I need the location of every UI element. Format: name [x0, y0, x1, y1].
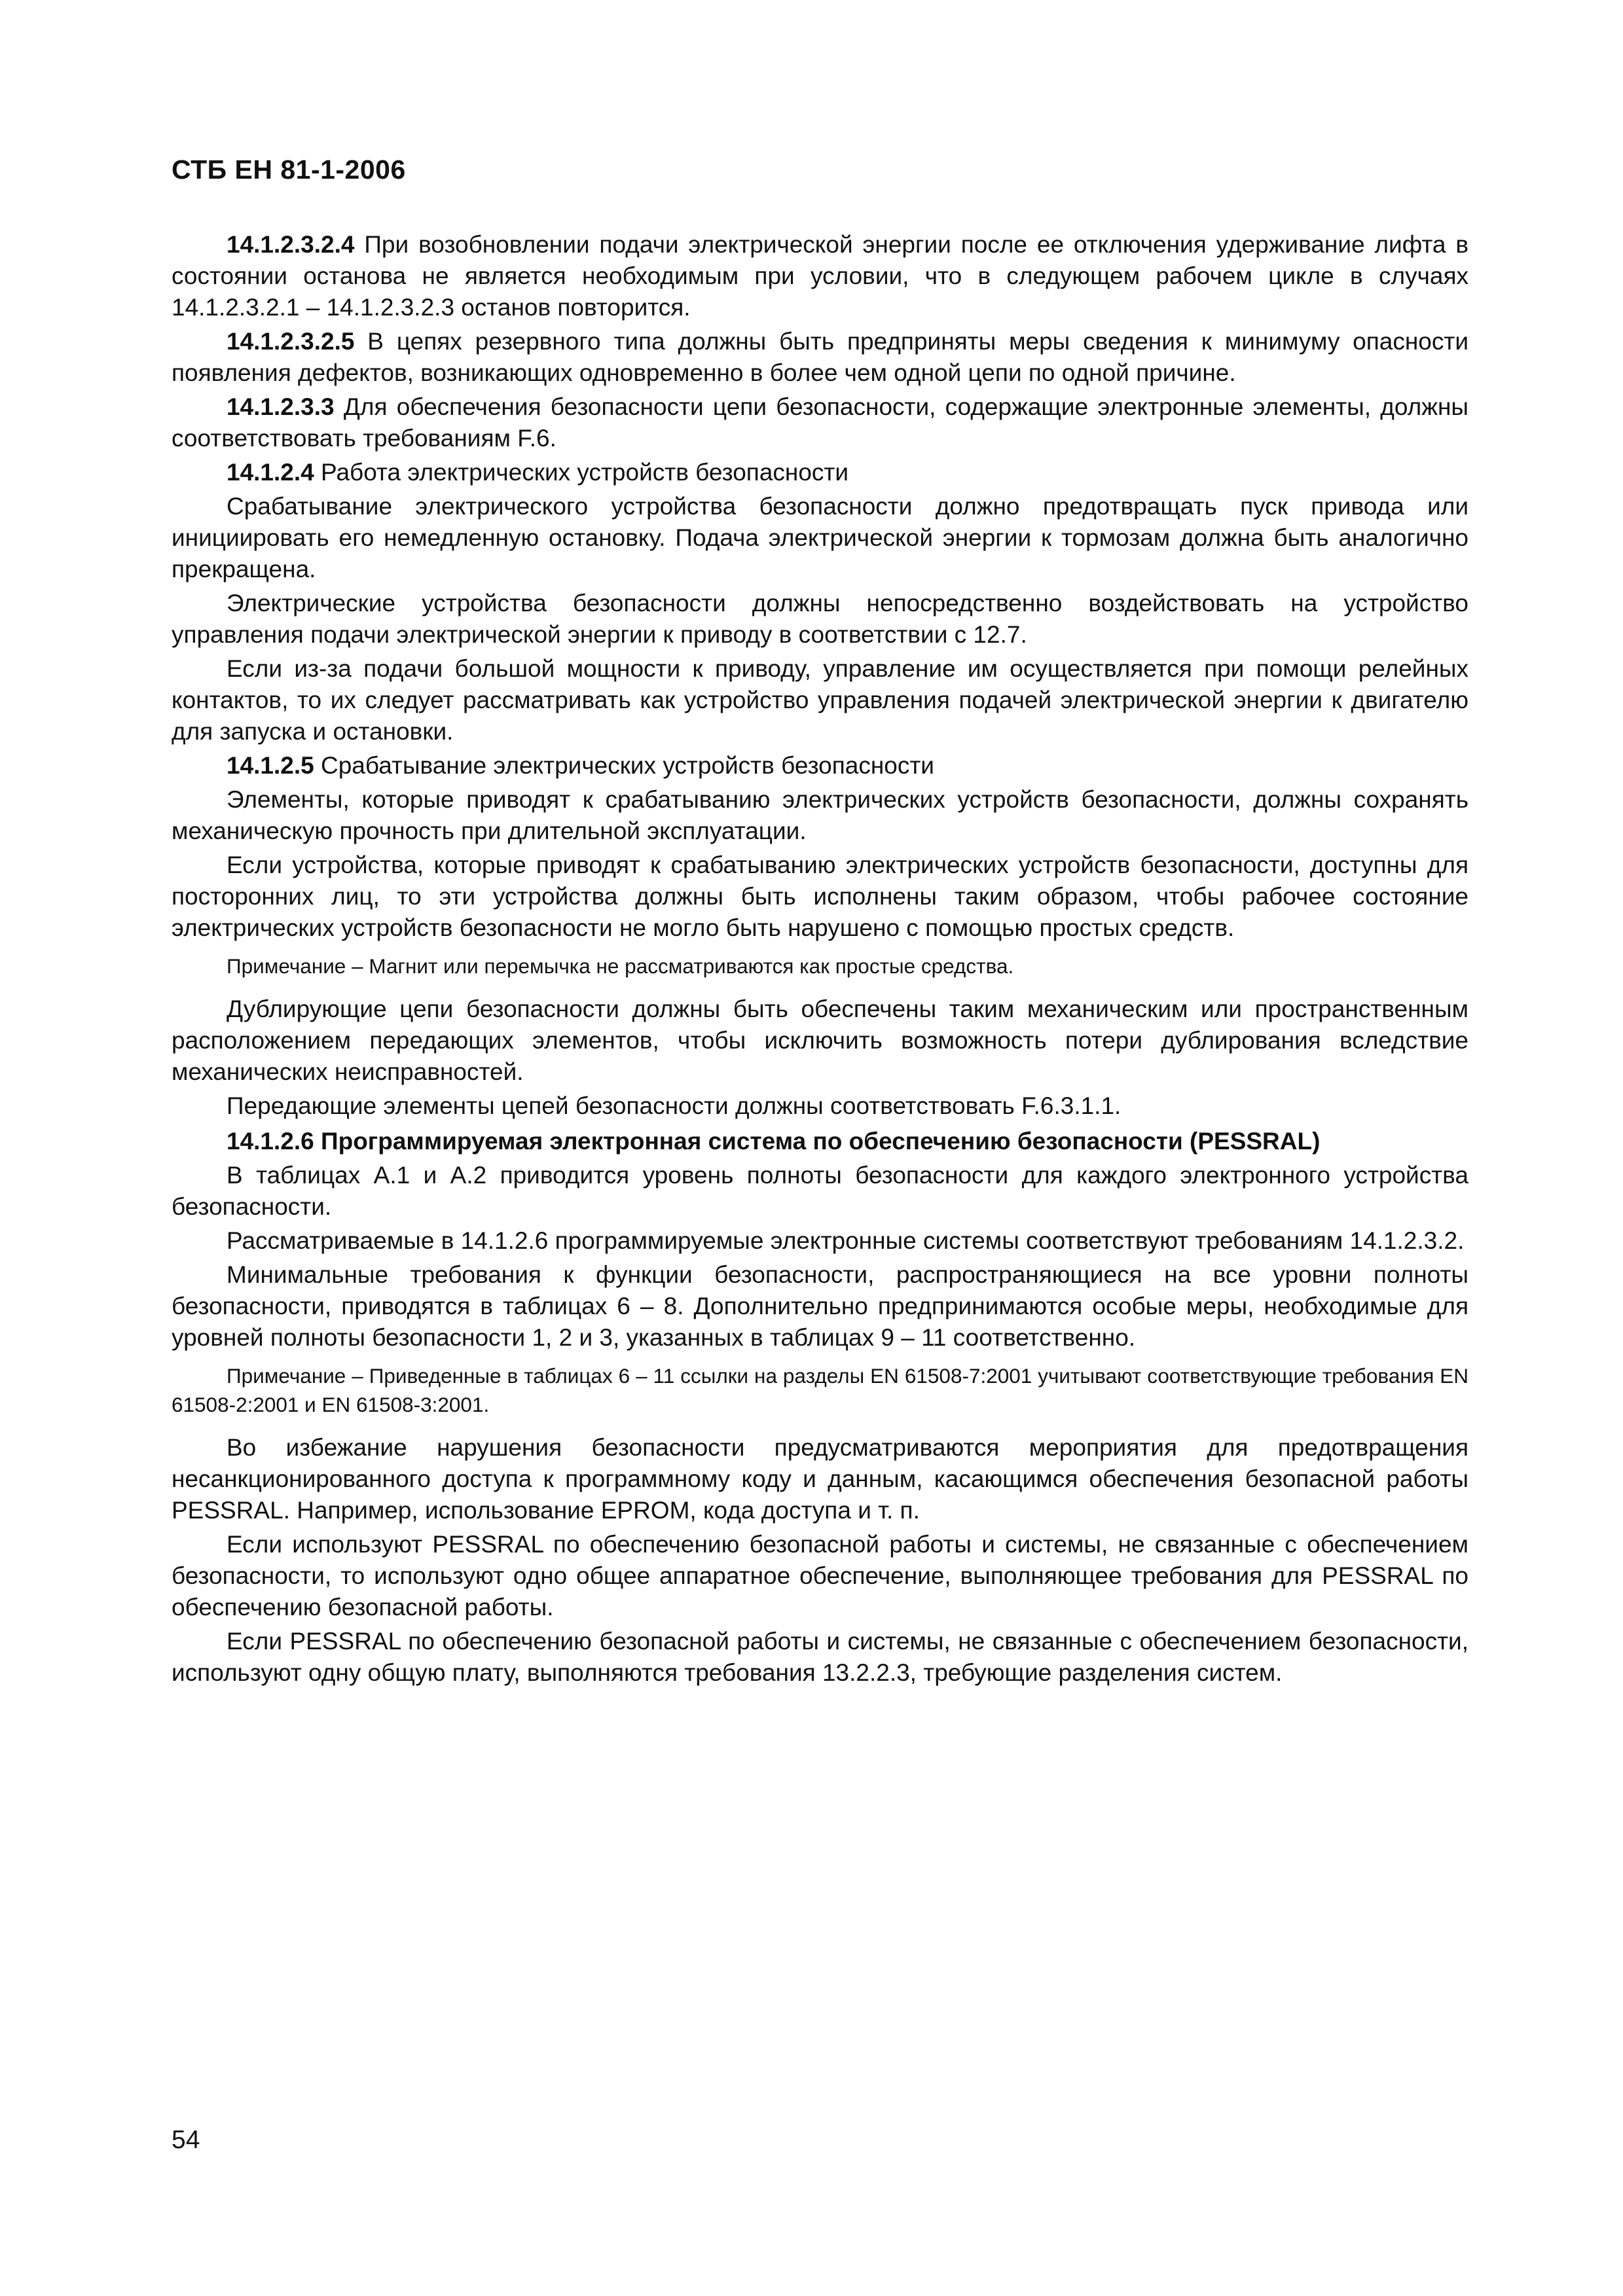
note: Примечание – Приведенные в таблицах 6 – 11 ссылки на разделы EN 61508-7:2001 учитывают соответствующие требования EN 61508-2:2001 и EN 61508-3:2001.	[172, 1364, 1468, 1416]
page-number: 54	[172, 2126, 200, 2154]
clause-number: 14.1.2.3.2.5	[227, 328, 355, 355]
paragraph-text: При возобновлении подачи электрической энергии после ее отключения удерживание лифта в состоянии останова не является необходимым при условии, что в следующем рабочем цикле в случаях 14.1.2.3.2.1 – 14.1.2.3.2.3 останов повторится.	[172, 231, 1468, 321]
paragraph-text: В цепях резервного типа должны быть предприняты меры сведения к минимуму опасности появления дефектов, возникающих одновременно в более чем одной цепи по одной причине.	[172, 328, 1468, 386]
paragraph-text-block: Если из-за подачи большой мощности к приводу, управление им осуществляется при помощи релейных контактов, то их следует рассматривать как устройство управления подачей электрической энергии к двигателю для запуска и остановки.	[172, 655, 1468, 745]
paragraph-text-block: В таблицах А.1 и А.2 приводится уровень полноты безопасности для каждого электронного устройства безопасности.	[172, 1162, 1468, 1220]
clause-number: 14.1.2.4	[227, 459, 314, 486]
paragraph-text-block: Передающие элементы цепей безопасности должны соответствовать F.6.3.1.1.	[227, 1092, 1122, 1119]
paragraph-14-1-2-3-3	[172, 391, 1468, 454]
paragraph-14-1-2-3-2-5	[172, 326, 1468, 389]
section-heading-pessral: 14.1.2.6 Программируемая электронная система по обеспечению безопасности (PESSRAL)	[227, 1128, 1321, 1155]
paragraph-text-block: Рассматриваемые в 14.1.2.6 программируемые электронные системы соответствуют требованиям 14.1.2.3.2.	[227, 1227, 1465, 1254]
paragraph-text-block: Элементы, которые приводят к срабатыванию электрических устройств безопасности, должны сохранять механическую прочность при длительной эксплуатации.	[172, 786, 1468, 844]
paragraph-text: Работа электрических устройств безопасности	[314, 459, 849, 486]
paragraph-text: Для обеспечения безопасности цепи безопасности, содержащие электронные элементы, должны соответствовать требованиям F.6.	[172, 393, 1468, 452]
paragraph-text-block: Если устройства, которые приводят к срабатыванию электрических устройств безопасности, доступны для посторонних лиц, то эти устройства должны быть исполнены таким образом, чтобы рабочее состояние электрических устройств безопасности не могло быть нарушено с помощью простых средств.	[172, 852, 1468, 941]
paragraph-14-1-2-4	[172, 457, 1468, 488]
paragraph-text-block: Дублирующие цепи безопасности должны быть обеспечены таким механическим или пространственным расположением передающих элементов, чтобы исключить возможность потери дублирования вследствие механических неисправностей.	[172, 996, 1468, 1085]
paragraph-text-block: Если PESSRAL по обеспечению безопасной работы и системы, не связанные с обеспечением безопасности, используют одну общую плату, выполняются требования 13.2.2.3, требующие разделения систем.	[172, 1628, 1468, 1686]
clause-number: 14.1.2.5	[227, 752, 314, 779]
paragraph-text-block: Электрические устройства безопасности должны непосредственно воздействовать на устройство управления подачи электрической энергии к приводу в соответствии с 12.7.	[172, 590, 1468, 648]
note: Примечание – Магнит или перемычка не рассматриваются как простые средства.	[227, 954, 1014, 978]
paragraph-14-1-2-3-2-4	[172, 229, 1468, 323]
paragraph-text-block: Если используют PESSRAL по обеспечению безопасной работы и системы, не связанные с обеспечением безопасности, то используют одно общее аппаратное обеспечение, выполняющее требования для PESSRAL по обеспечению безопасной работы.	[172, 1531, 1468, 1621]
document-code-header: СТБ ЕН 81-1-2006	[172, 154, 406, 185]
clause-number: 14.1.2.3.3	[227, 393, 335, 420]
paragraph-14-1-2-5	[172, 750, 1468, 781]
paragraph-text-block: Срабатывание электрического устройства безопасности должно предотвращать пуск привода или инициировать его немедленную остановку. Подача электрической энергии к тормозам должна быть аналогично прекращена.	[172, 493, 1468, 583]
paragraph-text-block: Во избежание нарушения безопасности предусматриваются мероприятия для предотвращения несанкционированного доступа к программному коду и данным, касающимся обеспечения безопасной работы PESSRAL. Например, использование EPROM, кода доступа и т. п.	[172, 1434, 1468, 1524]
document-body	[172, 229, 1468, 1689]
clause-number: 14.1.2.3.2.4	[227, 231, 355, 258]
paragraph-text: Срабатывание электрических устройств безопасности	[314, 752, 934, 779]
paragraph-text-block: Минимальные требования к функции безопасности, распространяющиеся на все уровни полноты безопасности, приводятся в таблицах 6 – 8. Дополнительно предпринимаются особые меры, необходимые для уровней полноты безопасности 1, 2 и 3, указанных в таблицах 9 – 11 соответственно.	[172, 1261, 1468, 1351]
